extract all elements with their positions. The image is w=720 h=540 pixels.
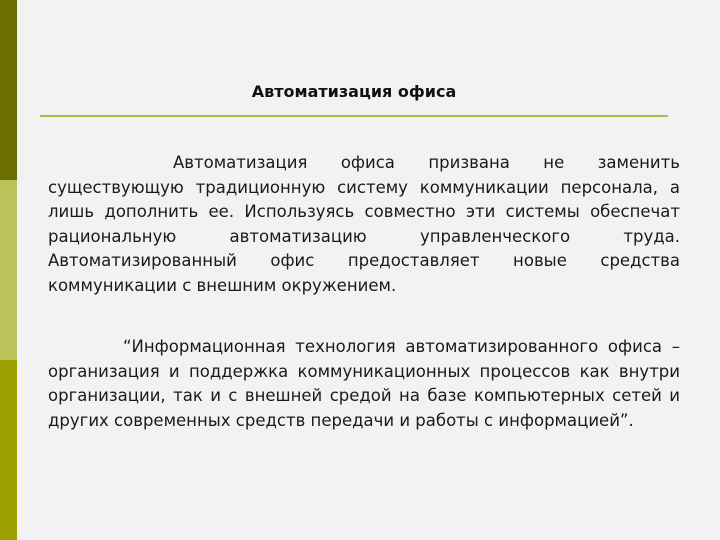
accent-bar-middle [0, 180, 17, 360]
title-underline-rule [40, 115, 668, 117]
slide-title: Автоматизация офиса [251, 82, 457, 101]
paragraph-definition-quote: “Информационная технология автоматизированного офиса – организация и поддержка коммуникационных процессов как внутри организации, так и с внешней средой на базе компьютерных сетей и других современных средств передачи и работы с информацией”. [48, 337, 680, 430]
paragraph-intro: Автоматизация офиса призвана не заменить существующую традиционную систему коммуникации персонала, а лишь дополнить ее. Используясь совместно эти системы обеспечат рациональную автоматизацию управленческого труда. Автоматизированный офис предоставляет новые средства коммуникации с внешним окружением. [48, 153, 680, 295]
accent-bar-top [0, 0, 17, 180]
accent-bar-bottom [0, 360, 17, 540]
